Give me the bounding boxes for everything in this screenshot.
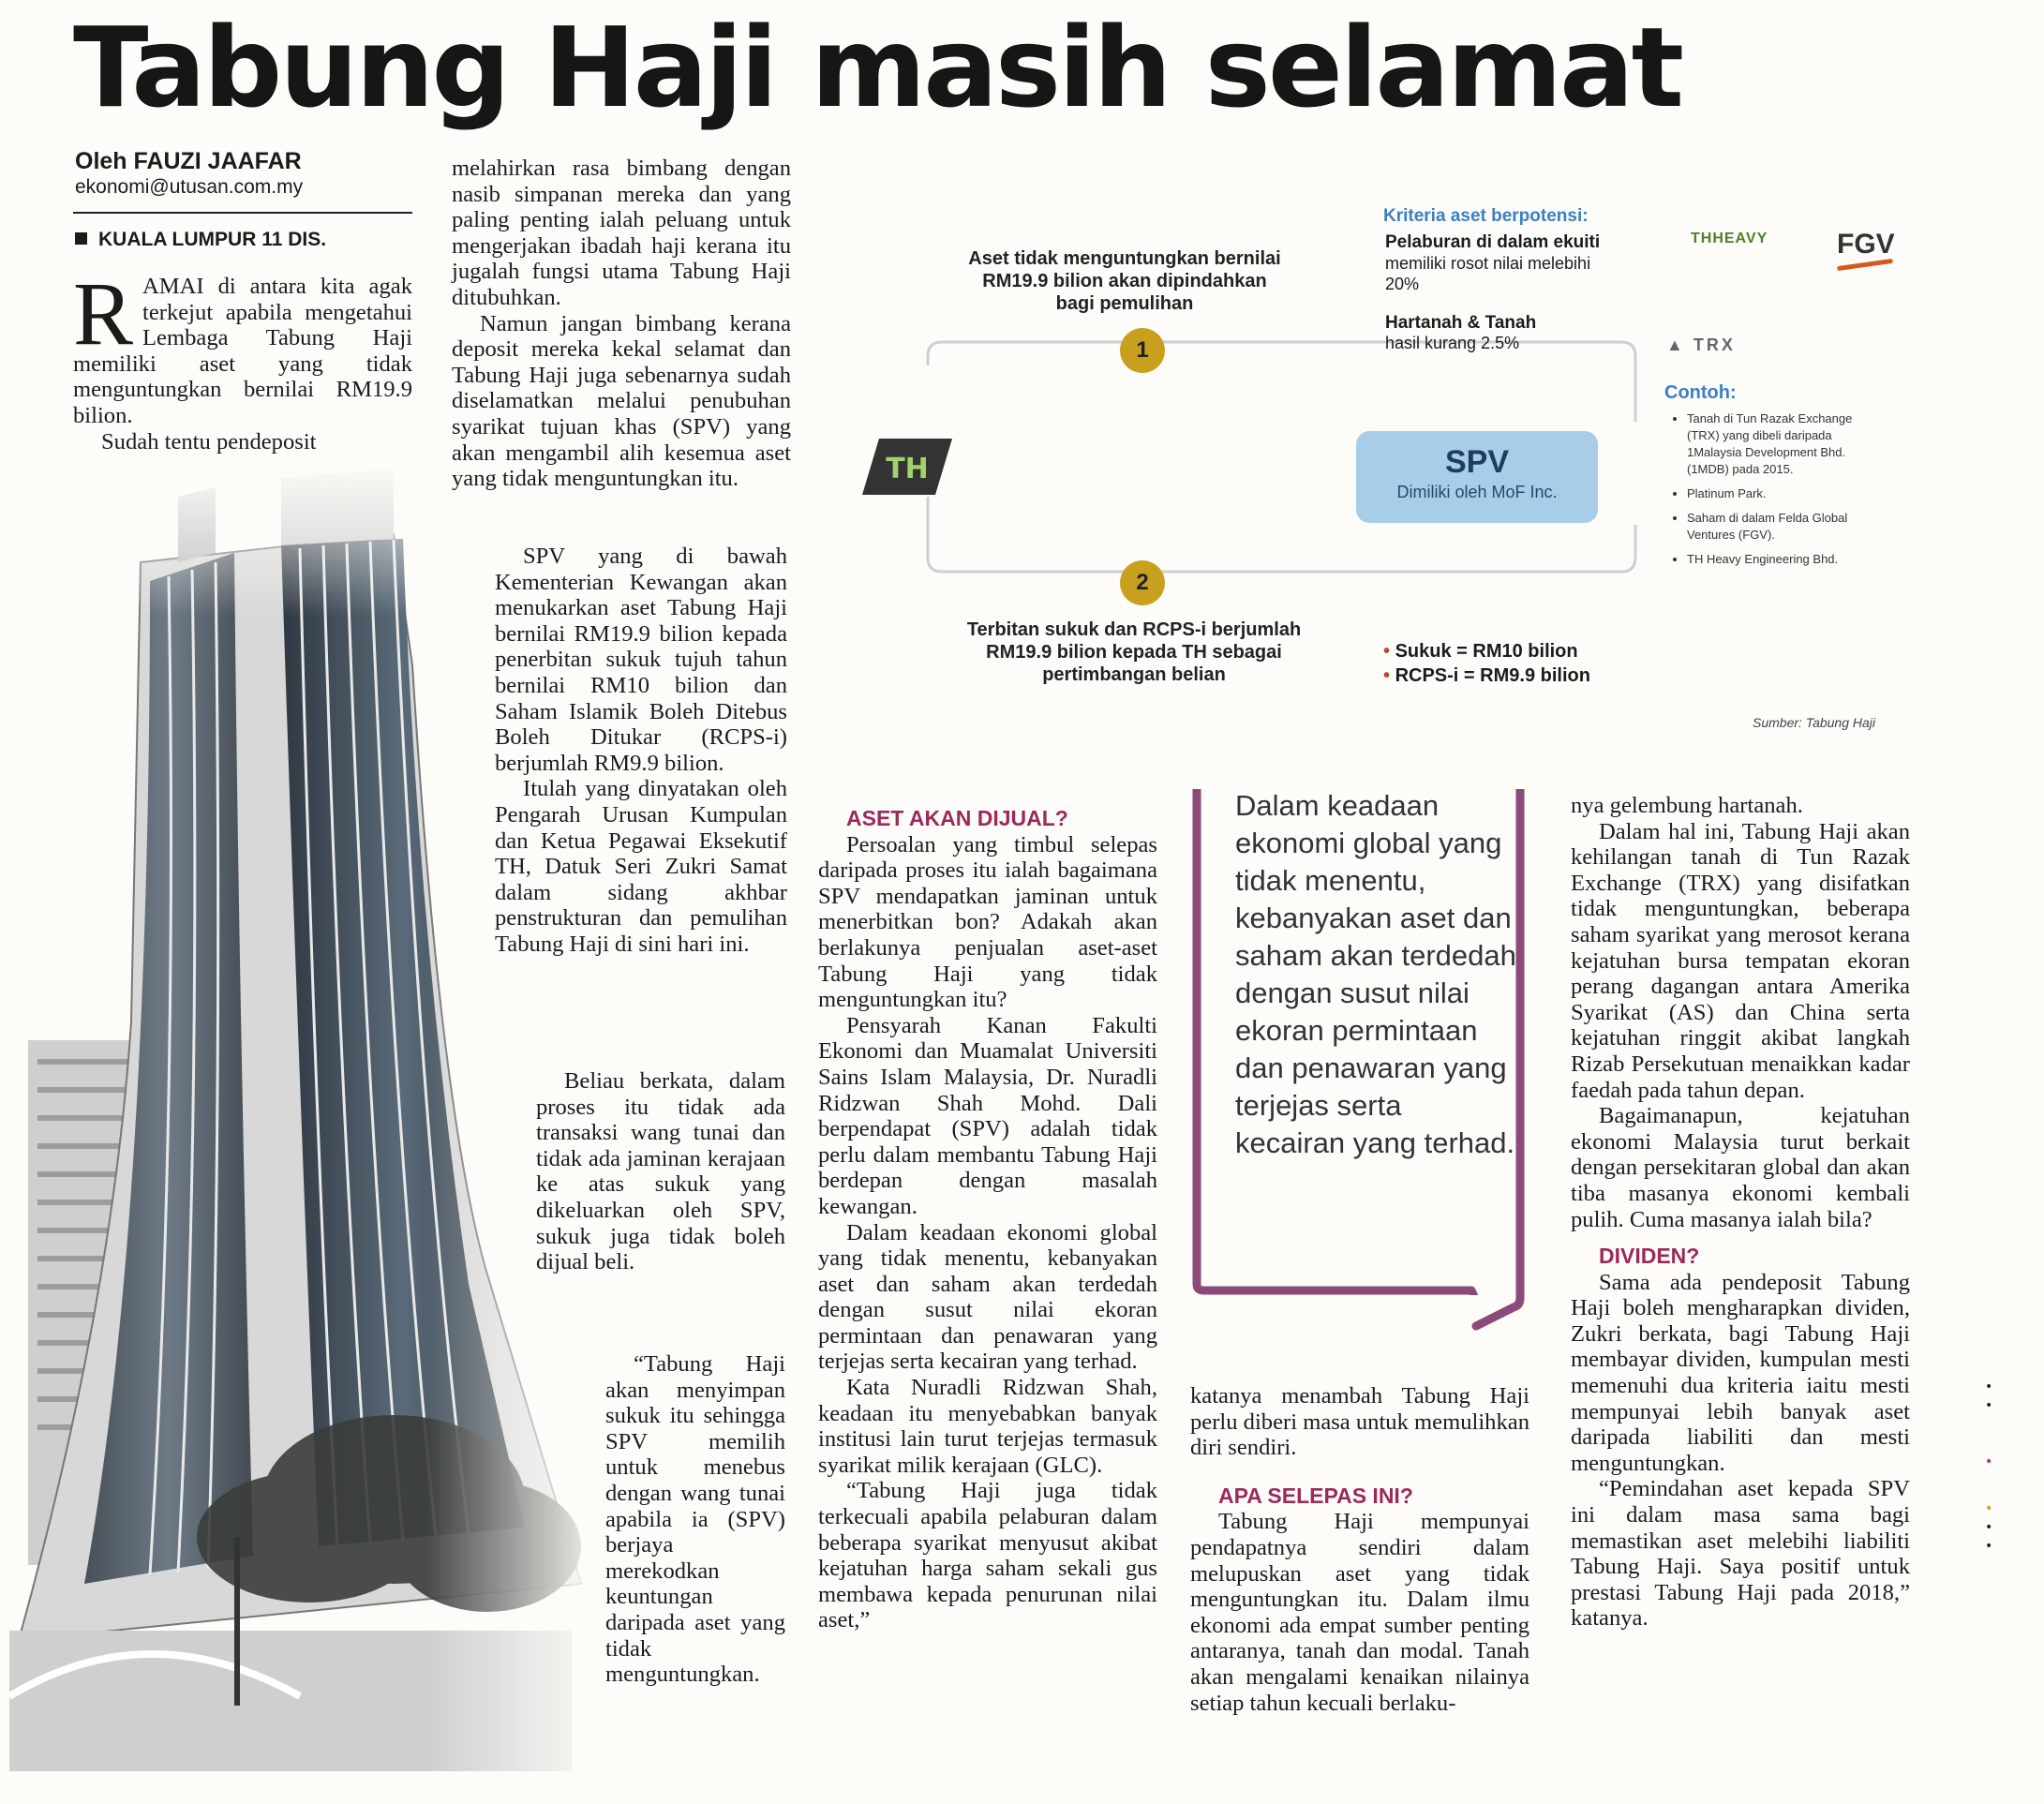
sukuk-amount: • Sukuk = RM10 bilion xyxy=(1383,641,1578,662)
col3-paragraph-1: Persoalan yang timbul selepas daripada proses itu ialah bagaimana SPV mendapatkan jaminan untuk menerbitkan bon? Adakah akan berlakunya penjualan aset-aset Tabung Haji yang tidak menguntungkan itu? xyxy=(818,831,1157,1013)
col5-paragraph-3: Bagaimanapun, kejatuhan ekonomi Malaysia turut berkait dengan persekitaran global dan akan tiba masanya ekonomi kembali pulih. Cuma masanya ialah bila? xyxy=(1571,1103,1910,1232)
spv-box xyxy=(1356,431,1598,523)
col3-paragraph-3: Dalam keadaan ekonomi global yang tidak menentu, kebanyakan aset dan saham akan terdedah dengan susut nilai ekoran permintaan dan penawaran yang terjejas serta kecairan yang terhad. xyxy=(818,1219,1157,1375)
step-1-badge: 1 xyxy=(1120,328,1165,373)
author-email[interactable]: ekonomi@utusan.com.my xyxy=(75,176,304,198)
rcps-amount: • RCPS-i = RM9.9 bilion xyxy=(1383,665,1590,686)
col2-paragraph-5: Beliau berkata, dalam proses itu tidak ada transaksi wang tunai dan tidak ada jaminan kerajaan ke atas sukuk yang dikeluarkan oleh SPV, sukuk juga tidak boleh dijual beli. xyxy=(536,1068,785,1275)
byline-divider xyxy=(73,212,412,214)
column-2 xyxy=(452,156,791,492)
kriteria-property: Hartanah & Tanah hasil kurang 2.5% xyxy=(1385,313,1537,352)
pull-quote-tail xyxy=(1457,1279,1532,1354)
column-2-bottom xyxy=(605,1351,785,1688)
col1-paragraph-1: RAMAI di antara kita agak terkejut apabila mengetahui Lembaga Tabung Haji memiliki aset yang tidak menguntungkan bernilai RM19.9 bilion. xyxy=(73,263,412,428)
contoh-item: • Tanah di Tun Razak Exchange (TRX) yang dibeli daripada 1Malaysia Development Bhd. (1MDB) pada 2015. xyxy=(1687,410,1884,478)
col5-paragraph-4: Sama ada pendeposit Tabung Haji boleh mengharapkan dividen, Zukri berkata, bagi Tabung Haji membayar dividen, kumpulan mesti memenuhi dua kriteria iaitu mesti mempunyai lebih banyak aset daripada liabiliti dan mesti menguntungkan. xyxy=(1571,1269,1910,1476)
infographic xyxy=(825,187,1912,740)
subhead-apa-selepas: APA SELEPAS INI? xyxy=(1218,1483,1413,1508)
trx-logo: ▲ TRX xyxy=(1666,335,1736,354)
col5-paragraph-5: “Pemindahan aset kepada SPV ini dalam masa sama bagi memastikan aset melebihi liabiliti Tabung Haji. Saya positif untuk prestasi Tabung Haji pada 2018,” katanya. xyxy=(1571,1476,1910,1632)
logo-th-text: TH xyxy=(886,453,929,485)
byline: Oleh FAUZI JAAFAR xyxy=(75,148,302,174)
col5-paragraph-2: Dalam hal ini, Tabung Haji akan kehilangan tanah di Tun Razak Exchange (TRX) yang disifatkan tidak menguntungkan, beberapa saham syarikat yang merosot kerana kejatuhan bursa tempatan ekoran perang dagangan antara Amerika Syarikat (AS) dan China serta kejatuhan ringgit akibat langkah Rizab Persekutuan menaikkan kadar faedah pada tahun depan. xyxy=(1571,818,1910,1103)
transfer-label: Aset tidak menguntungkan bernilai RM19.9 bilion akan dipindahkan bagi pemulihan xyxy=(968,248,1281,314)
col3-paragraph-5: “Tabung Haji juga tidak terkecuali apabila pelaburan dalam beberapa syarikat menyusut akibat kejatuhan harga saham sekali gus membawa kepada penurunan nilai aset,” xyxy=(818,1478,1157,1633)
column-4 xyxy=(1190,1383,1529,1716)
fgv-logo: FGV xyxy=(1837,229,1893,267)
tabung-haji-logo xyxy=(862,439,952,495)
col2-paragraph-6: “Tabung Haji akan menyimpan sukuk itu sehingga SPV memilih untuk menebus dengan wang tunai apabila ia (SPV) berjaya merekodkan keuntungan daripada aset yang tidak menguntungkan. xyxy=(605,1351,785,1688)
drop-cap: R xyxy=(73,263,134,364)
th-heavy-logo: THHEAVY xyxy=(1691,231,1768,246)
column-2-lower xyxy=(536,1068,785,1275)
contoh-item: • TH Heavy Engineering Bhd. xyxy=(1687,551,1884,568)
dateline: KUALA LUMPUR 11 DIS. xyxy=(75,229,326,251)
column-2-continued xyxy=(495,544,787,958)
contoh-item: • Saham di dalam Felda Global Ventures (FGV). xyxy=(1687,510,1884,544)
col2-paragraph-4: Itulah yang dinyatakan oleh Pengarah Urusan Kumpulan dan Ketua Pegawai Eksekutif TH, Datuk Seri Zukri Samat dalam sidang akhbar penstrukturan dan pemulihan Tabung Haji di sini hari ini. xyxy=(495,776,787,957)
subhead-dividen: DIVIDEN? xyxy=(1599,1244,1700,1269)
column-1 xyxy=(73,263,412,455)
step-2-badge: 2 xyxy=(1120,560,1165,605)
issuance-label: Terbitan sukuk dan RCPS-i berjumlah RM19.9 bilion kepada TH sebagai pertimbangan belian xyxy=(966,619,1302,685)
col2-paragraph-2: Namun jangan bimbang kerana deposit mereka kekal selamat dan Tabung Haji juga sebenarnya sudah diselamatkan melalui penubuhan syarikat tujuan khas (SPV) yang akan mengambil alih kesemua aset yang tidak menguntungkan itu. xyxy=(452,310,791,492)
col4-paragraph-2: Tabung Haji mempunyai pendapatnya sendiri dalam melupuskan aset yang tidak menguntungkan itu. Dalam ilmu ekonomi ada empat sumber penting antaranya, tanah dan modal. Tanah akan mengalami kenaikan nilainya setiap tahun kecuali berlaku- xyxy=(1190,1509,1529,1716)
col3-paragraph-2: Pensyarah Kanan Fakulti Ekonomi dan Muamalat Universiti Sains Islam Malaysia, Dr. Nuradli Ridzwan Shah Mohd. Dali berpendapat (SPV) adalah tidak perlu dalam membantu Tabung Haji berdepan dengan masalah kewangan. xyxy=(818,1012,1157,1219)
column-5 xyxy=(1571,793,1910,1632)
contoh-title: Contoh: xyxy=(1664,382,1737,403)
contoh-list xyxy=(1668,410,1884,575)
print-marks: • • • • • • xyxy=(1985,1379,1993,1554)
col1-paragraph-2: Sudah tentu pendeposit xyxy=(101,428,317,455)
kriteria-title: Kriteria aset berpotensi: xyxy=(1383,206,1589,226)
subhead-aset-dijual: ASET AKAN DIJUAL? xyxy=(846,806,1068,830)
pull-quote: Dalam keadaan ekonomi global yang tidak menentu, kebanyakan aset dan saham akan terdedah dengan susut nilai ekoran permintaan dan penawaran yang terjejas serta kecairan yang terhad. xyxy=(1235,789,1516,1159)
contoh-item: • Platinum Park. xyxy=(1687,485,1884,502)
col3-paragraph-4: Kata Nuradli Ridzwan Shah, keadaan itu menyebabkan banyak institusi lain turut terjejas termasuk syarikat milik kerajaan (GLC). xyxy=(818,1375,1157,1478)
col2-paragraph-1: melahirkan rasa bimbang dengan nasib simpanan mereka dan yang paling penting ialah peluang untuk mengerjakan ibadah haji kerana itu jugalah fungsi utama Tabung Haji ditubuhkan. xyxy=(452,156,791,310)
col4-paragraph-1: katanya menambah Tabung Haji perlu diberi masa untuk memulihkan diri sendiri. xyxy=(1190,1383,1529,1461)
source-credit: Sumber: Tabung Haji xyxy=(1753,715,1876,730)
headline: Tabung Haji masih selamat xyxy=(73,3,1681,132)
col5-paragraph-1: nya gelembung hartanah. xyxy=(1571,793,1803,818)
amount-breakdown xyxy=(1383,639,1590,688)
spv-title: SPV xyxy=(1444,444,1510,480)
col2-paragraph-3: SPV yang di bawah Kementerian Kewangan akan menukarkan aset Tabung Haji bernilai RM19.9 bilion kepada penerbitan sukuk tujuh tahun bernilai RM10 bilion dan Saham Islamik Boleh Ditebus Boleh Ditukar (RCPS-i) berjumlah RM9.9 bilion. xyxy=(495,544,787,776)
kriteria-equity: Pelaburan di dalam ekuiti memiliki rosot nilai melebihi 20% xyxy=(1385,232,1601,293)
column-3 xyxy=(818,806,1157,1633)
spv-owner: Dimiliki oleh MoF Inc. xyxy=(1396,483,1558,501)
